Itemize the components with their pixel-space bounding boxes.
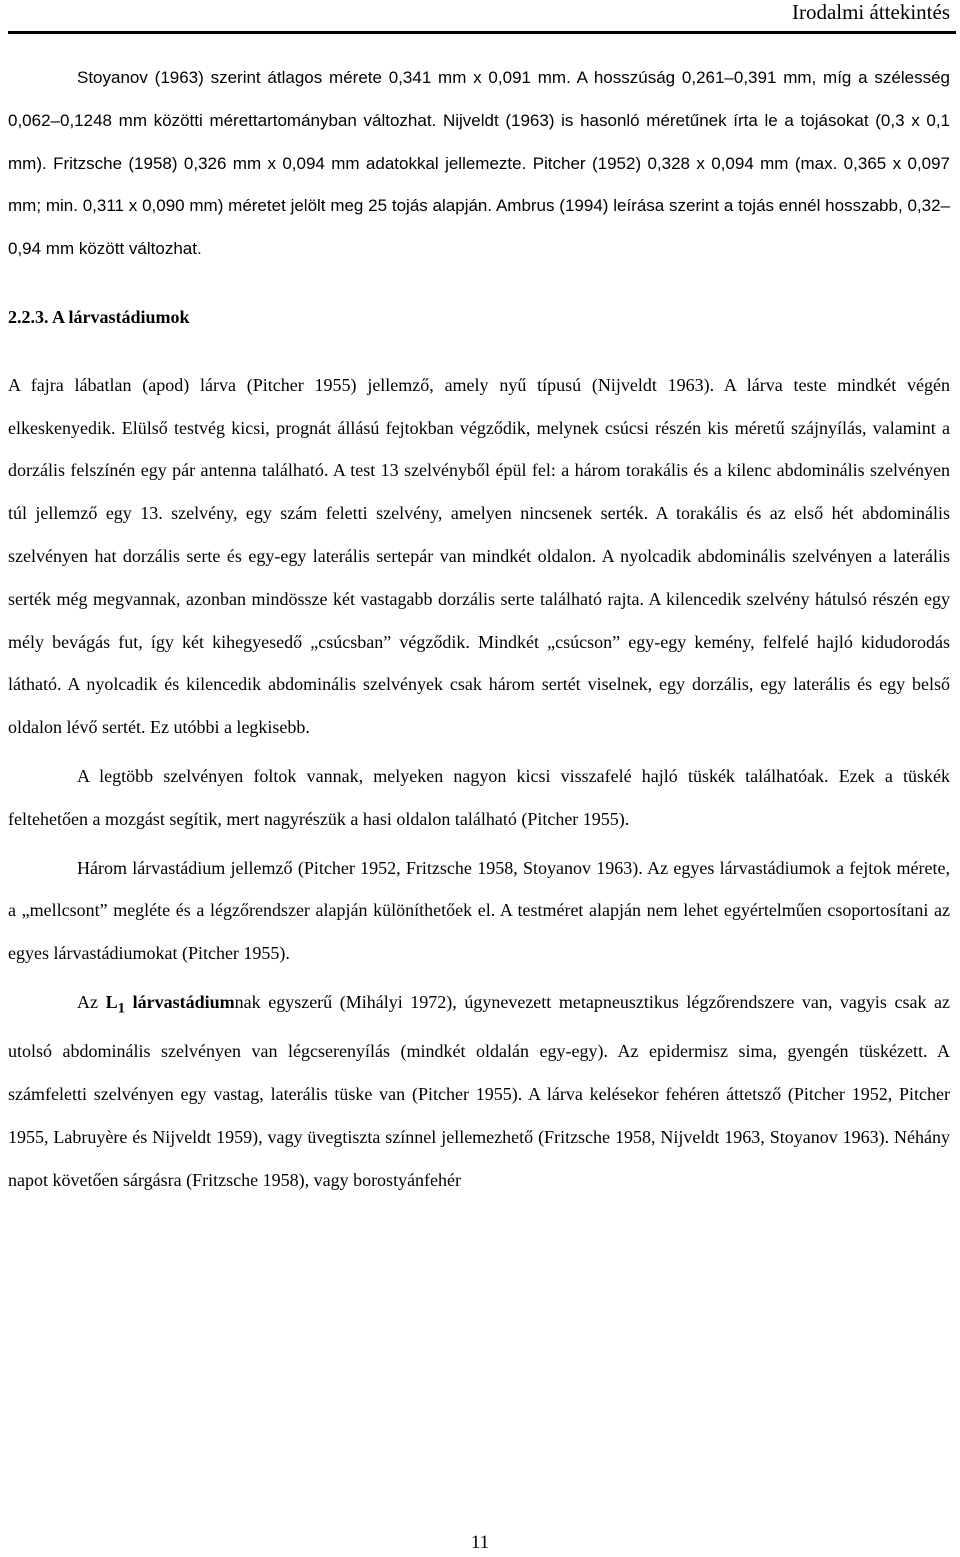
paragraph-spines: A legtöbb szelvényen foltok vannak, melyeken nagyon kicsi visszafelé hajló tüskék találhatóak. Ezek a tüskék feltehetően a mozgást segítik, mert nagyrészük a hasi oldalon található (Pitcher 1955). xyxy=(8,765,950,829)
page-number: 11 xyxy=(470,1532,490,1553)
header-title: Irodalmi áttekintés xyxy=(791,0,950,24)
l1-letter: L xyxy=(105,991,118,1012)
section-heading: 2.2.3. A lárvastádiumok xyxy=(8,306,190,327)
running-header xyxy=(8,0,956,34)
paragraph-egg-size: Stoyanov (1963) szerint átlagos mérete 0,341 mm x 0,091 mm. A hosszúság 0,261–0,391 mm, míg a szélesség 0,062–0,1248 mm közötti mérettartományban változhat. Nijveldt (1963) is hasonló méretűnek írta le a tojásokat (0,3 x 0,1 mm). Fritzsche (1958) 0,326 mm x 0,094 mm adatokkal jellemezte. Pitcher (1952) 0,328 x 0,094 mm (max. 0,365 x 0,097 mm; min. 0,311 x 0,090 mm) méretet jelölt meg 25 tojás alapján. Ambrus (1994) leírása szerint a tojás ennél hosszabb, 0,32–0,94 mm között változhat. xyxy=(8,68,950,259)
paragraph-l1-stage xyxy=(8,981,950,1202)
l1-subscript: 1 xyxy=(117,1000,126,1017)
l1-term-rest: lárvastádium xyxy=(125,991,235,1012)
l1-prefix: Az xyxy=(77,991,106,1012)
paragraph-larva-description: A fajra lábatlan (apod) lárva (Pitcher 1955) jellemző, amely nyű típusú (Nijveldt 1963). A lárva teste mindkét végén elkeskenyedik. Elülső testvég kicsi, prognát állású fejtokban végződik, melynek csúcsi részén kis méretű szájnyílás, valamint a dorzális felszínén egy pár antenna található. A test 13 szelvényből épül fel: a három torakális és a kilenc abdominális szelvényen túl jellemző egy 13. szelvény, egy szám feletti szelvény, amelyen nincsenek serték. A torakális és az első hét abdominális szelvényen hat dorzális serte és egy-egy laterális sertepár van mindkét oldalon. A nyolcadik abdominális szelvényen a laterális serték még megvannak, azonban mindössze két vastagabb dorzális serte található rajta. A kilencedik szelvény hátulsó részén egy mély bevágás fut, így két kihegyesedő „csúcsban” végződik. Mindkét „csúcson” egy-egy kemény, felfelé hajló kidudorodás látható. A nyolcadik és kilencedik abdominális szelvények csak három sertét viselnek, egy dorzális, egy laterális és egy belső oldalon lévő sertét. Ez utóbbi a legkisebb. xyxy=(8,374,950,738)
page-body xyxy=(8,57,950,1202)
paragraph-larval-stages: Három lárvastádium jellemző (Pitcher 1952, Fritzsche 1958, Stoyanov 1963). Az egyes lárvastádiumok a fejtok mérete, a „mellcsont” megléte és a légzőrendszer alapján különíthetőek el. A testméret alapján nem lehet egyértelműen csoportosítani az egyes lárvastádiumokat (Pitcher 1955). xyxy=(8,857,950,964)
l1-term xyxy=(105,991,235,1017)
l1-body-text: nak egyszerű (Mihályi 1972), úgynevezett metapneusztikus légzőrendszere van, vagyis csak az utolsó abdominális szelvényen van légcserenyílás (mindkét oldalán egy-egy). Az epidermisz sima, gyengén tüskézett. A számfeletti szelvényen egy vastag, laterális tüske van (Pitcher 1955). A lárva kelésekor fehéren áttetsző (Pitcher 1952, Pitcher 1955, Labruyère és Nijveldt 1959), vagy üvegtiszta színnel jellemezhető (Fritzsche 1958, Nijveldt 1963, Stoyanov 1963). Néhány napot követően sárgásra (Fritzsche 1958), vagy borostyánfehér xyxy=(8,991,951,1190)
